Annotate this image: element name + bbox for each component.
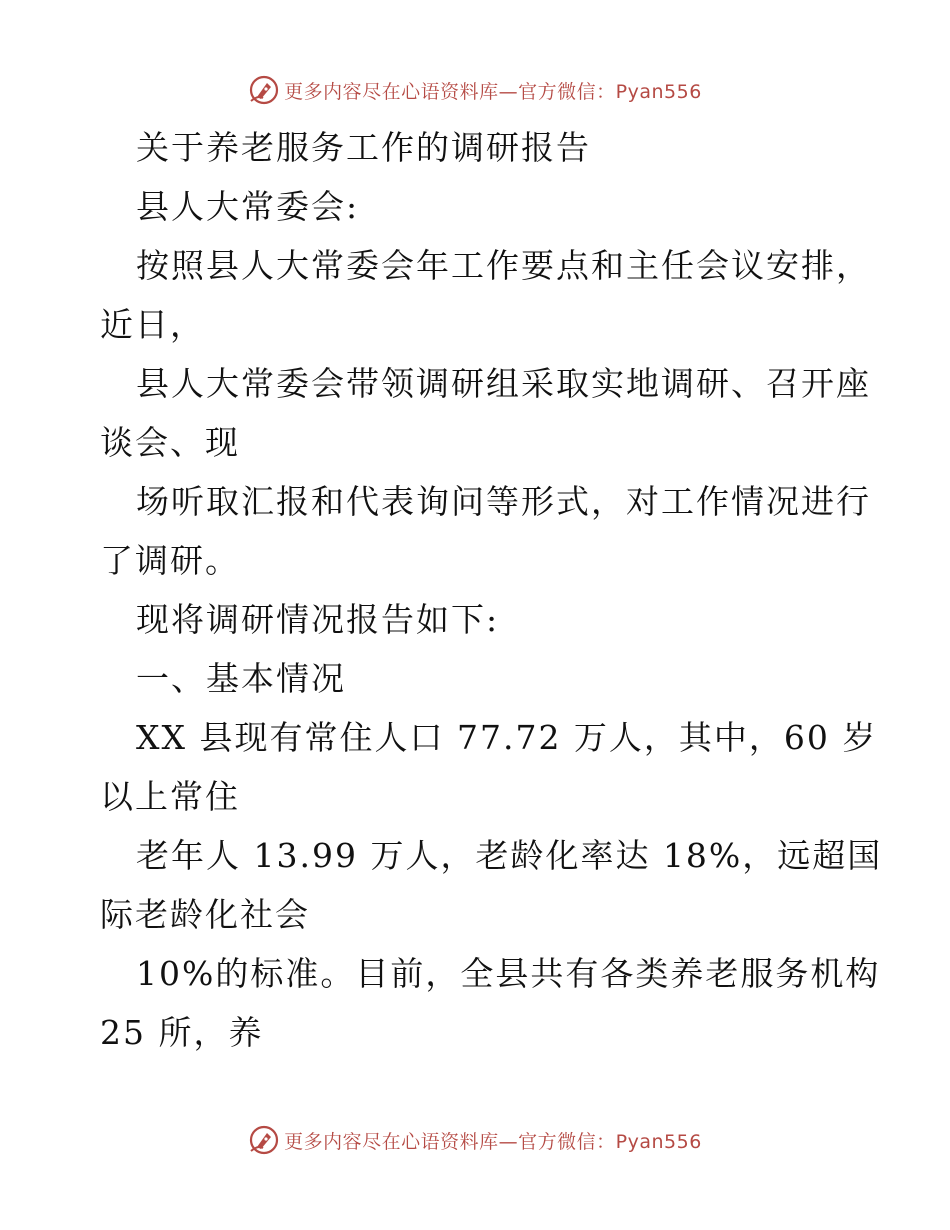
paragraph-line: XX 县现有常住人口 77.72 万人，其中，60 岁 (136, 718, 878, 757)
document-title: 关于养老服务工作的调研报告 (136, 128, 591, 167)
paragraph-line: 谈会、现 (100, 423, 240, 462)
header-watermark-banner (0, 70, 950, 110)
paragraph-line: 际老龄化社会 (100, 895, 310, 934)
watermark-text: 更多内容尽在心语资料库—官方微信：Pyan556 (284, 80, 702, 103)
paragraph-line: 了调研。 (100, 541, 240, 580)
pen-nib-logo-icon (248, 1124, 280, 1156)
paragraph-line: 25 所，养 (100, 1013, 264, 1052)
pen-nib-logo-icon (248, 74, 280, 106)
addressee-line: 县人大常委会: (136, 187, 360, 226)
paragraph-line: 近日， (100, 305, 205, 344)
paragraph-line: 现将调研情况报告如下: (136, 600, 500, 639)
paragraph-line: 10%的标准。目前，全县共有各类养老服务机构 (136, 954, 881, 993)
paragraph-line: 以上常住 (100, 777, 240, 816)
section-heading: 一、基本情况 (136, 659, 346, 698)
paragraph-line: 场听取汇报和代表询问等形式，对工作情况进行 (136, 482, 871, 521)
paragraph-line: 按照县人大常委会年工作要点和主任会议安排， (136, 246, 871, 285)
document-body (100, 118, 883, 1062)
paragraph-line: 县人大常委会带领调研组采取实地调研、召开座 (136, 364, 871, 403)
footer-watermark-banner (0, 1120, 950, 1160)
paragraph-line: 老年人 13.99 万人，老龄化率达 18%，远超国 (136, 836, 883, 875)
watermark-text: 更多内容尽在心语资料库—官方微信：Pyan556 (284, 1130, 702, 1153)
